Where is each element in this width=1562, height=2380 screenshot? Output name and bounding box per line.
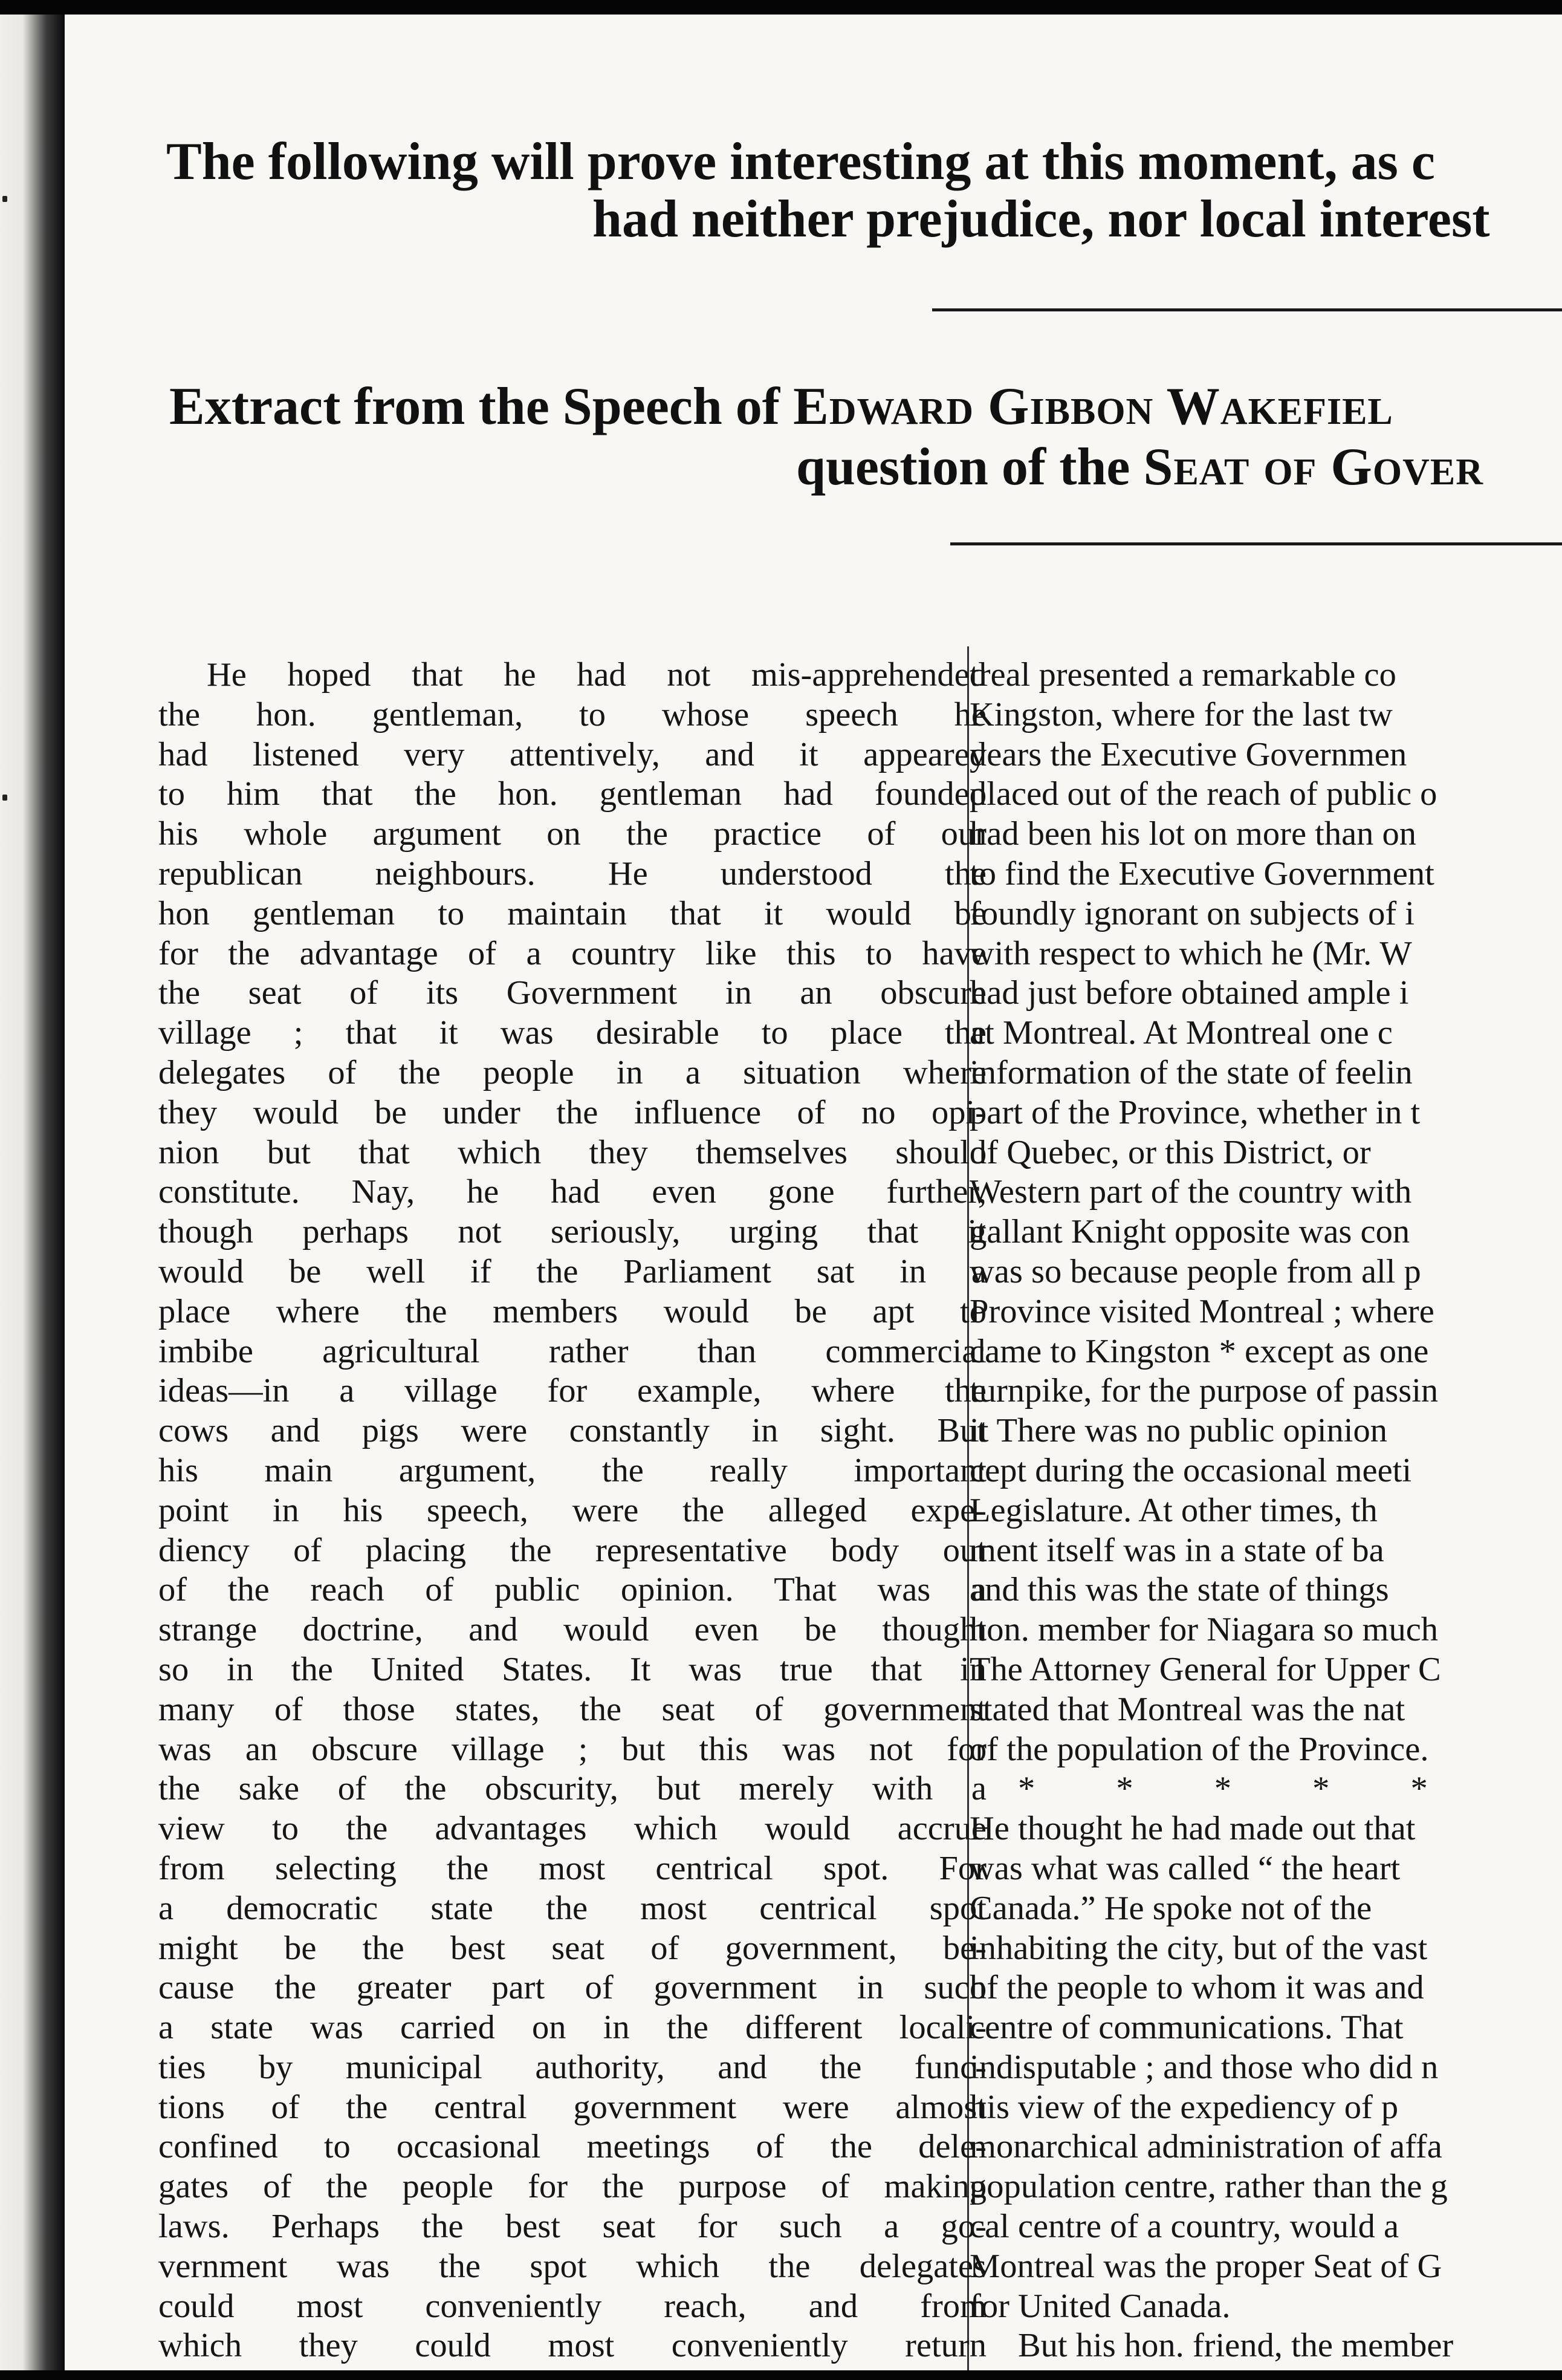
text-line: imbibe agricultural rather than commercial: [158, 1332, 987, 1370]
text-line: came to Kingston * except as one: [970, 1332, 1429, 1370]
text-line: his whole argument on the practice of our: [158, 815, 987, 853]
text-line: his main argument, the really important: [158, 1451, 987, 1489]
text-line: ideas—in a village for example, where the: [158, 1372, 987, 1410]
text-line: laws. Perhaps the best seat for such a go-: [158, 2208, 987, 2246]
text-line: tions of the central government were almost: [158, 2088, 987, 2126]
subheadline-prefix: Extract from the Speech of: [169, 377, 794, 436]
text-line: to find the Executive Government: [970, 854, 1434, 892]
text-line: diency of placing the representative body out: [158, 1531, 987, 1569]
text-line: had listened very attentively, and it appeared: [158, 735, 987, 773]
scan-bottom-border: [0, 2370, 1562, 2380]
document-page: [65, 15, 1562, 2370]
text-line: cause the greater part of government in such: [158, 1969, 987, 2007]
text-line: delegates of the people in a situation where: [158, 1053, 987, 1091]
headline-line-2: had neither prejudice, nor local interest: [592, 190, 1490, 249]
text-line: of the reach of public opinion. That was a: [158, 1571, 987, 1609]
text-line: stated that Montreal was the nat: [970, 1690, 1405, 1728]
text-line: cows and pigs were constantly in sight. But: [158, 1412, 987, 1450]
scan-top-border: [0, 0, 1562, 15]
text-line: Legislature. At other times, th: [970, 1491, 1378, 1529]
text-line: He thought he had made out that: [970, 1810, 1416, 1848]
text-line: was an obscure village ; but this was not for: [158, 1730, 987, 1768]
text-line: had been his lot on more than on: [970, 815, 1417, 853]
text-line: was so because people from all p: [970, 1252, 1421, 1290]
text-line: turnpike, for the purpose of passin: [970, 1372, 1439, 1410]
text-line: so in the United States. It was true that in: [158, 1650, 987, 1688]
text-line: strange doctrine, and would even be thought: [158, 1611, 987, 1649]
text-line: it There was no public opinion: [970, 1412, 1387, 1450]
text-line: the sake of the obscurity, but merely with a: [158, 1770, 987, 1808]
text-line: monarchical administration of affa: [970, 2128, 1442, 2166]
text-line: He hoped that he had not mis-apprehended: [207, 656, 987, 694]
text-line: centre of communications. That: [970, 2009, 1404, 2047]
text-line: cal centre of a country, would a: [970, 2208, 1399, 2246]
text-line: years the Executive Governmen: [970, 735, 1407, 773]
text-line: nion but that which they themselves should: [158, 1133, 987, 1171]
rule-divider: [932, 308, 1562, 311]
text-line: though perhaps not seriously, urging that it: [158, 1213, 987, 1251]
text-line: gates of the people for the purpose of making: [158, 2168, 987, 2206]
text-line: indisputable ; and those who did n: [970, 2048, 1439, 2086]
text-line: Kingston, where for the last tw: [970, 695, 1393, 733]
subheadline-line-1: [169, 377, 1562, 436]
text-line: of the population of the Province.: [970, 1730, 1429, 1768]
text-line: village ; that it was desirable to place the: [158, 1014, 987, 1052]
text-line: with respect to which he (Mr. W: [970, 934, 1412, 972]
text-line: which they could most conveniently return: [158, 2327, 987, 2365]
text-line: Canada.” He spoke not of the: [970, 1889, 1372, 1927]
text-line: constitute. Nay, he had even gone further,: [158, 1173, 987, 1211]
text-line: would be well if the Parliament sat in a: [158, 1252, 987, 1290]
text-line: The Attorney General for Upper C: [970, 1650, 1441, 1688]
text-line: the seat of its Government in an obscure: [158, 974, 987, 1012]
speaker-name: Edward Gibbon Wakefiel: [793, 377, 1393, 436]
text-line: ment itself was in a state of ba: [970, 1531, 1384, 1569]
text-line: a state was carried on in the different locali-: [158, 2009, 987, 2047]
headline-line-1: The following will prove interesting at this moment, as c: [166, 132, 1435, 191]
text-line: of Quebec, or this District, or: [970, 1133, 1371, 1171]
text-line: But his hon. friend, the member: [1018, 2327, 1454, 2365]
text-line: to him that the hon. gentleman had founded: [158, 775, 987, 813]
text-line: had just before obtained ample i: [970, 974, 1409, 1012]
text-line: gallant Knight opposite was con: [970, 1213, 1410, 1251]
text-line: many of those states, the seat of government: [158, 1690, 987, 1728]
text-line: for United Canada.: [970, 2287, 1231, 2325]
text-line: place where the members would be apt to: [158, 1292, 987, 1330]
text-line: foundly ignorant on subjects of i: [970, 894, 1415, 932]
text-line: view to the advantages which would accrue: [158, 1810, 987, 1848]
text-line: population centre, rather than the g: [970, 2168, 1448, 2206]
text-line: placed out of the reach of public o: [970, 775, 1437, 813]
text-line: the hon. gentleman, to whose speech he: [158, 695, 987, 733]
text-line: could most conveniently reach, and from: [158, 2287, 987, 2325]
text-line: treal presented a remarkable co: [970, 656, 1396, 694]
text-line: point in his speech, were the alleged expe-: [158, 1491, 987, 1529]
text-line: from selecting the most centrical spot. For: [158, 1849, 987, 1887]
text-line: Montreal was the proper Seat of G: [970, 2247, 1442, 2285]
subheadline-prefix-2: question of the: [796, 438, 1144, 496]
text-line: part of the Province, whether in t: [970, 1093, 1421, 1131]
text-line: and this was the state of things: [970, 1571, 1389, 1609]
scan-speck: [2, 196, 7, 202]
text-line: vernment was the spot which the delegates: [158, 2247, 987, 2285]
subheadline-line-2: [796, 438, 1562, 496]
text-line: confined to occasional meetings of the dele-: [158, 2128, 987, 2166]
text-line: his view of the expediency of p: [970, 2088, 1399, 2126]
text-line: information of the state of feelin: [970, 1053, 1413, 1091]
text-line: republican neighbours. He understood the: [158, 854, 987, 892]
text-line: Province visited Montreal ; where: [970, 1292, 1434, 1330]
scan-left-margin: [0, 15, 65, 2370]
text-line: they would be under the influence of no opi-: [158, 1093, 987, 1131]
text-line: was what was called “ the heart: [970, 1849, 1401, 1887]
asterism: * * * * *: [1018, 1770, 1428, 1808]
text-line: Western part of the country with: [970, 1173, 1412, 1211]
text-line: might be the best seat of government, be-: [158, 1929, 987, 1967]
text-line: for the advantage of a country like this to have: [158, 934, 987, 972]
rule-divider: [950, 542, 1562, 545]
text-line: of the people to whom it was and: [970, 1969, 1424, 2007]
left-column: [158, 655, 987, 2366]
text-line: cept during the occasional meeti: [970, 1451, 1412, 1489]
text-line: inhabiting the city, but of the vast: [970, 1929, 1428, 1967]
right-column: [970, 655, 1562, 2366]
text-line: hon. member for Niagara so much: [970, 1611, 1439, 1649]
text-line: a democratic state the most centrical spot: [158, 1889, 987, 1927]
text-line: at Montreal. At Montreal one c: [970, 1014, 1393, 1052]
scan-speck: [2, 795, 7, 801]
topic-name: Seat of Gover: [1143, 438, 1483, 496]
text-line: ties by municipal authority, and the func-: [158, 2048, 987, 2086]
text-line: hon gentleman to maintain that it would be: [158, 894, 987, 932]
